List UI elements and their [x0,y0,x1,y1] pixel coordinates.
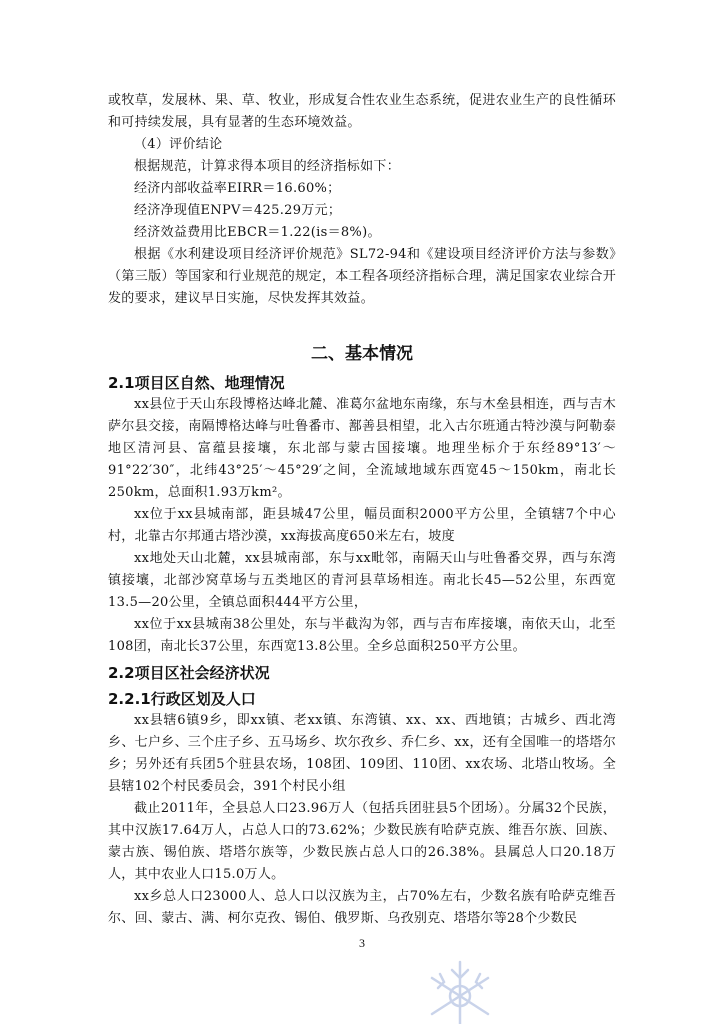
evaluation-conclusion: 根据《水利建设项目经济评价规范》SL72-94和《建设项目经济评价方法与参数》（第三版）等国家和行业规范的规定，本工程各项经济指标合理，满足国家农业综合开发的要求，建议早日实施，尽快发挥其效益。 [108,247,616,306]
section-paragraph: xx位于xx县城南部，距县城47公里，幅员面积2000平方公里，全镇辖7个中心村，北靠古尔邦通古塔沙漠，xx海拔高度650米左右，坡度 [108,507,616,544]
section-paragraph: xx位于xx县城南38公里处，东与半截沟为邻，西与吉布库接壤，南依天山，北至108团，南北长37公里，东西宽13.8公里。全乡总面积250平方公里。 [108,617,616,654]
section-paragraph: xx乡总人口23000人、总人口以汉族为主，占70%左右，少数名族有哈萨克维吾尔、回、蒙古、满、柯尔克孜、锡伯、俄罗斯、乌孜别克、塔塔尔等28个少数民 [108,889,616,926]
chapter-block [108,342,616,366]
section-title: 2.2项目区社会经济状况 [108,664,270,682]
section-paragraph: xx地处天山北麓，xx县城南部，东与xx毗邻，南隔天山与吐鲁番交界，西与东湾镇接壤，北部沙窝草场与五类地区的青河县草场相连。南北长45—52公里，东西宽13.5—20公里，全镇总面积444平方公里， [108,551,616,610]
evaluation-line: 经济效益费用比EBCR＝1.22(is＝8%)。 [134,225,381,240]
subsection-title: 2.2.1行政区划及人口 [108,690,256,708]
evaluation-line: 经济内部收益率EIRR＝16.60%； [134,181,341,196]
section-paragraph: 截止2011年，全县总人口23.96万人（包括兵团驻县5个团场）。分属32个民族，其中汉族17.64万人，占总人口的73.62%；少数民族有哈萨克族、维吾尔族、回族、蒙古族、锡伯族、塔塔尔族等，少数民族占总人口的26.38%。县属总人口20.18万人，其中农业人口15.0万人。 [108,801,616,882]
section-title: 2.1项目区自然、地理情况 [108,374,285,392]
chapter-title: 二、基本情况 [311,344,413,364]
section-paragraph: xx县位于天山东段博格达峰北麓、准葛尔盆地东南缘，东与木垒县相连，西与吉木萨尔县交接，南隔博格达峰与吐鲁番市、鄯善县相望，北入古尔班通古特沙漠与阿勒泰地区清河县、富蕴县接壤，东北部与蒙古国接壤。地理坐标介于东经89°13′～91°22′30″，北纬43°25′～45°29′之间，全流域地域东西宽45～150km，南北长250km，总面积1.93万km²。 [108,397,616,500]
evaluation-block [108,134,616,310]
section-2-1 [108,372,616,658]
evaluation-line: 根据规范，计算求得本项目的经济指标如下： [134,159,401,174]
snowflake-watermark-icon [418,952,502,1024]
evaluation-line: 经济净现值ENPV＝425.29万元； [134,203,342,218]
page-number: 3 [359,936,365,950]
intro-paragraph: 或牧草，发展林、果、草、牧业，形成复合性农业生态系统，促进农业生产的良性循环和可持续发展，具有显著的生态环境效益。 [108,93,616,130]
intro-block [108,90,616,134]
section-paragraph: xx县辖6镇9乡，即xx镇、老xx镇、东湾镇、xx、xx、西地镇；古城乡、西北湾乡、七户乡、三个庄子乡、五马场乡、坎尔孜乡、乔仁乡、xx，还有全国唯一的塔塔尔乡；另外还有兵团5个驻县农场，108团、109团、110团、xx农场、北塔山牧场。全县辖102个村民委员会，391个村民小组 [108,713,616,794]
evaluation-heading: （4）评价结论 [134,137,223,152]
section-2-2 [108,662,616,930]
